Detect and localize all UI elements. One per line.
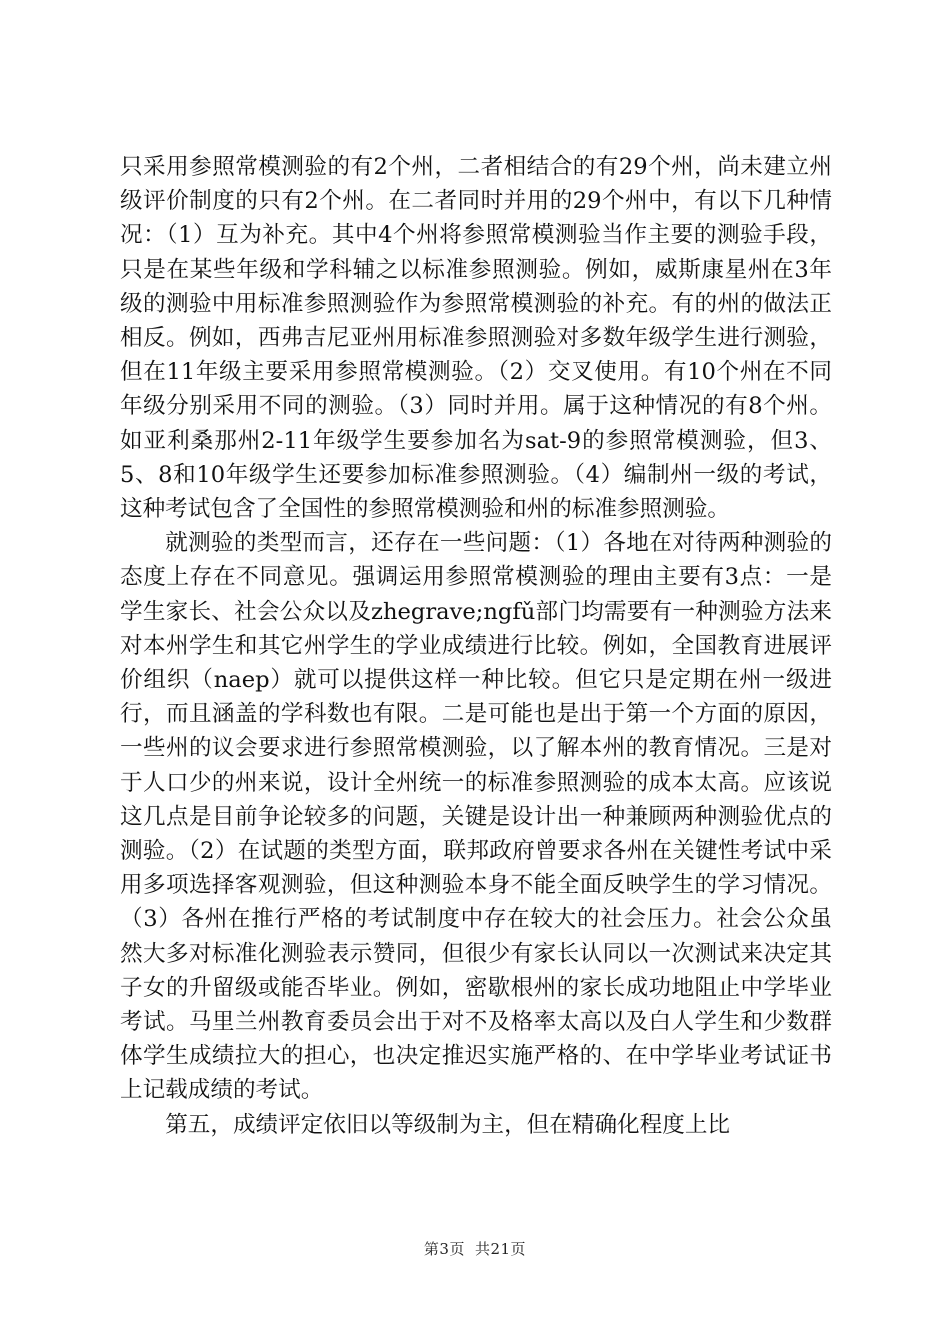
paragraph-2: 就测验的类型而言，还存在一些问题：（1）各地在对待两种测验的态度上存在不同意见。强调运用参照常模测验的理由主要有3点：一是学生家长、社会公众以及zhegrave;ngfǔ部门均需要有一种测验方法来对本州学生和其它州学生的学业成绩进行比较。例如，全国教育进展评价组织（naep）就可以提供这样一种比较。但它只是定期在州一级进行，而且涵盖的学科数也有限。二是可能也是出于第一个方面的原因，一些州的议会要求进行参照常模测验，以了解本州的教育情况。三是对于人口少的州来说，设计全州统一的标准参照测验的成本太高。应该说这几点是目前争论较多的问题，关键是设计出一种兼顾两种测验优点的测验。（2）在试题的类型方面，联邦政府曾要求各州在关键性考试中采用多项选择客观测验，但这种测验本身不能全面反映学生的学习情况。（3）各州在推行严格的考试制度中存在较大的社会压力。社会公众虽然大多对标准化测验表示赞同，但很少有家长认同以一次测试来决定其子女的升留级或能否毕业。例如，密歇根州的家长成功地阻止中学毕业考试。马里兰州教育委员会出于对不及格率太高以及白人学生和少数群体学生成绩拉大的担心，也决定推迟实施严格的、在中学毕业考试证书上记载成绩的考试。 <box>120 530 832 1104</box>
page-footer <box>0 1238 950 1259</box>
page-total: 共21页 <box>474 1240 527 1258</box>
paragraph-1: 只采用参照常模测验的有2个州，二者相结合的有29个州，尚未建立州级评价制度的只有2个州。在二者同时并用的29个州中，有以下几种情况：（1）互为补充。其中4个州将参照常模测验当作主要的测验手段，只是在某些年级和学科辅之以标准参照测验。例如，威斯康星州在3年级的测验中用标准参照测验作为参照常模测验的补充。有的州的做法正相反。例如，西弗吉尼亚州用标准参照测验对多数年级学生进行测验，但在11年级主要采用参照常模测验。（2）交叉使用。有10个州在不同年级分别采用不同的测验。（3）同时并用。属于这种情况的有8个州。如亚利桑那州2-11年级学生要参加名为sat-9的参照常模测验，但3、5、8和10年级学生还要参加标准参照测验。（4）编制州一级的考试，这种考试包含了全国性的参照常模测验和州的标准参照测验。 <box>120 154 832 523</box>
document-body <box>120 150 832 1142</box>
page-number: 第3页 <box>423 1240 465 1258</box>
paragraph-3: 第五，成绩评定依旧以等级制为主，但在精确化程度上比 <box>165 1111 731 1138</box>
